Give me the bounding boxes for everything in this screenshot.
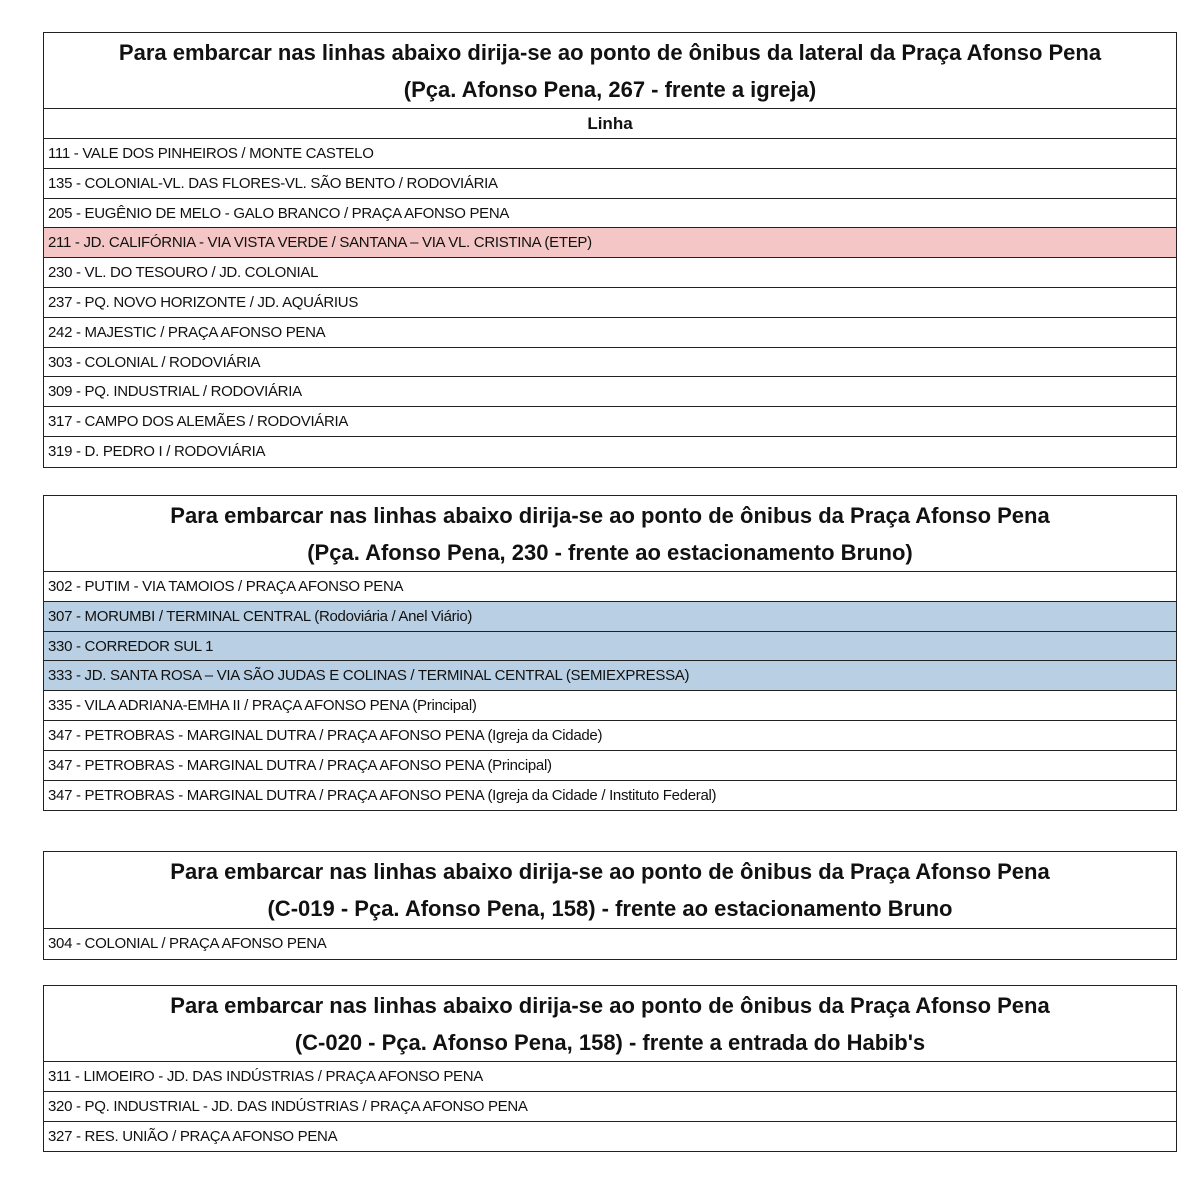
table-title-line2: (Pça. Afonso Pena, 230 - frente ao estacionamento Bruno) — [307, 539, 913, 565]
table-title-line1: Para embarcar nas linhas abaixo dirija-se ao ponto de ônibus da Praça Afonso Pena — [170, 502, 1050, 528]
table-header — [44, 986, 1176, 1062]
bus-stop-table-lateral — [43, 32, 1177, 468]
table-row: 304 - COLONIAL / PRAÇA AFONSO PENA — [48, 935, 327, 952]
bus-stop-table-c020 — [43, 985, 1177, 1152]
table-row: 347 - PETROBRAS - MARGINAL DUTRA / PRAÇA AFONSO PENA (Igreja da Cidade) — [44, 721, 1176, 751]
table-row: 320 - PQ. INDUSTRIAL - JD. DAS INDÚSTRIAS / PRAÇA AFONSO PENA — [44, 1092, 1176, 1122]
table-title-line2: (C-019 - Pça. Afonso Pena, 158) - frente ao estacionamento Bruno — [267, 896, 953, 921]
table-row-highlighted: 333 - JD. SANTA ROSA – VIA SÃO JUDAS E COLINAS / TERMINAL CENTRAL (SEMIEXPRESSA) — [44, 661, 1176, 691]
table-row: 242 - MAJESTIC / PRAÇA AFONSO PENA — [44, 318, 1176, 348]
table-title-line2: (Pça. Afonso Pena, 267 - frente a igreja) — [403, 76, 817, 102]
table-row: 230 - VL. DO TESOURO / JD. COLONIAL — [44, 258, 1176, 288]
table-row: 309 - PQ. INDUSTRIAL / RODOVIÁRIA — [44, 377, 1176, 407]
table-row-highlighted: 211 - JD. CALIFÓRNIA - VIA VISTA VERDE / SANTANA – VIA VL. CRISTINA (ETEP) — [44, 228, 1176, 258]
bus-stop-table-230 — [43, 495, 1177, 811]
table-row: 317 - CAMPO DOS ALEMÃES / RODOVIÁRIA — [44, 407, 1176, 437]
table-header — [44, 496, 1176, 572]
table-title-line2: (C-020 - Pça. Afonso Pena, 158) - frente a entrada do Habib's — [294, 1029, 926, 1055]
table-title-line1: Para embarcar nas linhas abaixo dirija-se ao ponto de ônibus da Praça Afonso Pena — [170, 859, 1050, 884]
table-row: 311 - LIMOEIRO - JD. DAS INDÚSTRIAS / PRAÇA AFONSO PENA — [44, 1062, 1176, 1092]
table-row: 327 - RES. UNIÃO / PRAÇA AFONSO PENA — [48, 1127, 338, 1145]
table-header — [44, 33, 1176, 109]
table-row: 347 - PETROBRAS - MARGINAL DUTRA / PRAÇA AFONSO PENA (Igreja da Cidade / Instituto Federal) — [48, 786, 717, 804]
table-row: 347 - PETROBRAS - MARGINAL DUTRA / PRAÇA AFONSO PENA (Principal) — [44, 751, 1176, 781]
bus-stop-table-c019 — [43, 851, 1177, 960]
table-title-line1: Para embarcar nas linhas abaixo dirija-se ao ponto de ônibus da Praça Afonso Pena — [170, 992, 1050, 1018]
table-title-line1: Para embarcar nas linhas abaixo dirija-se ao ponto de ônibus da lateral da Praça Afonso Pena — [118, 39, 1102, 65]
table-row-highlighted: 330 - CORREDOR SUL 1 — [44, 632, 1176, 662]
table-row: 335 - VILA ADRIANA-EMHA II / PRAÇA AFONSO PENA (Principal) — [44, 691, 1176, 721]
table-header — [44, 852, 1176, 929]
table-row: 111 - VALE DOS PINHEIROS / MONTE CASTELO — [44, 139, 1176, 169]
table-row-highlighted: 307 - MORUMBI / TERMINAL CENTRAL (Rodoviária / Anel Viário) — [44, 602, 1176, 632]
table-row: 303 - COLONIAL / RODOVIÁRIA — [44, 348, 1176, 378]
table-row: 205 - EUGÊNIO DE MELO - GALO BRANCO / PRAÇA AFONSO PENA — [44, 199, 1176, 229]
table-row: 302 - PUTIM - VIA TAMOIOS / PRAÇA AFONSO PENA — [44, 572, 1176, 602]
table-row: 319 - D. PEDRO I / RODOVIÁRIA — [48, 442, 266, 460]
table-row: 237 - PQ. NOVO HORIZONTE / JD. AQUÁRIUS — [44, 288, 1176, 318]
table-row: 135 - COLONIAL-VL. DAS FLORES-VL. SÃO BENTO / RODOVIÁRIA — [44, 169, 1176, 199]
column-header-linha: Linha — [44, 109, 1176, 139]
